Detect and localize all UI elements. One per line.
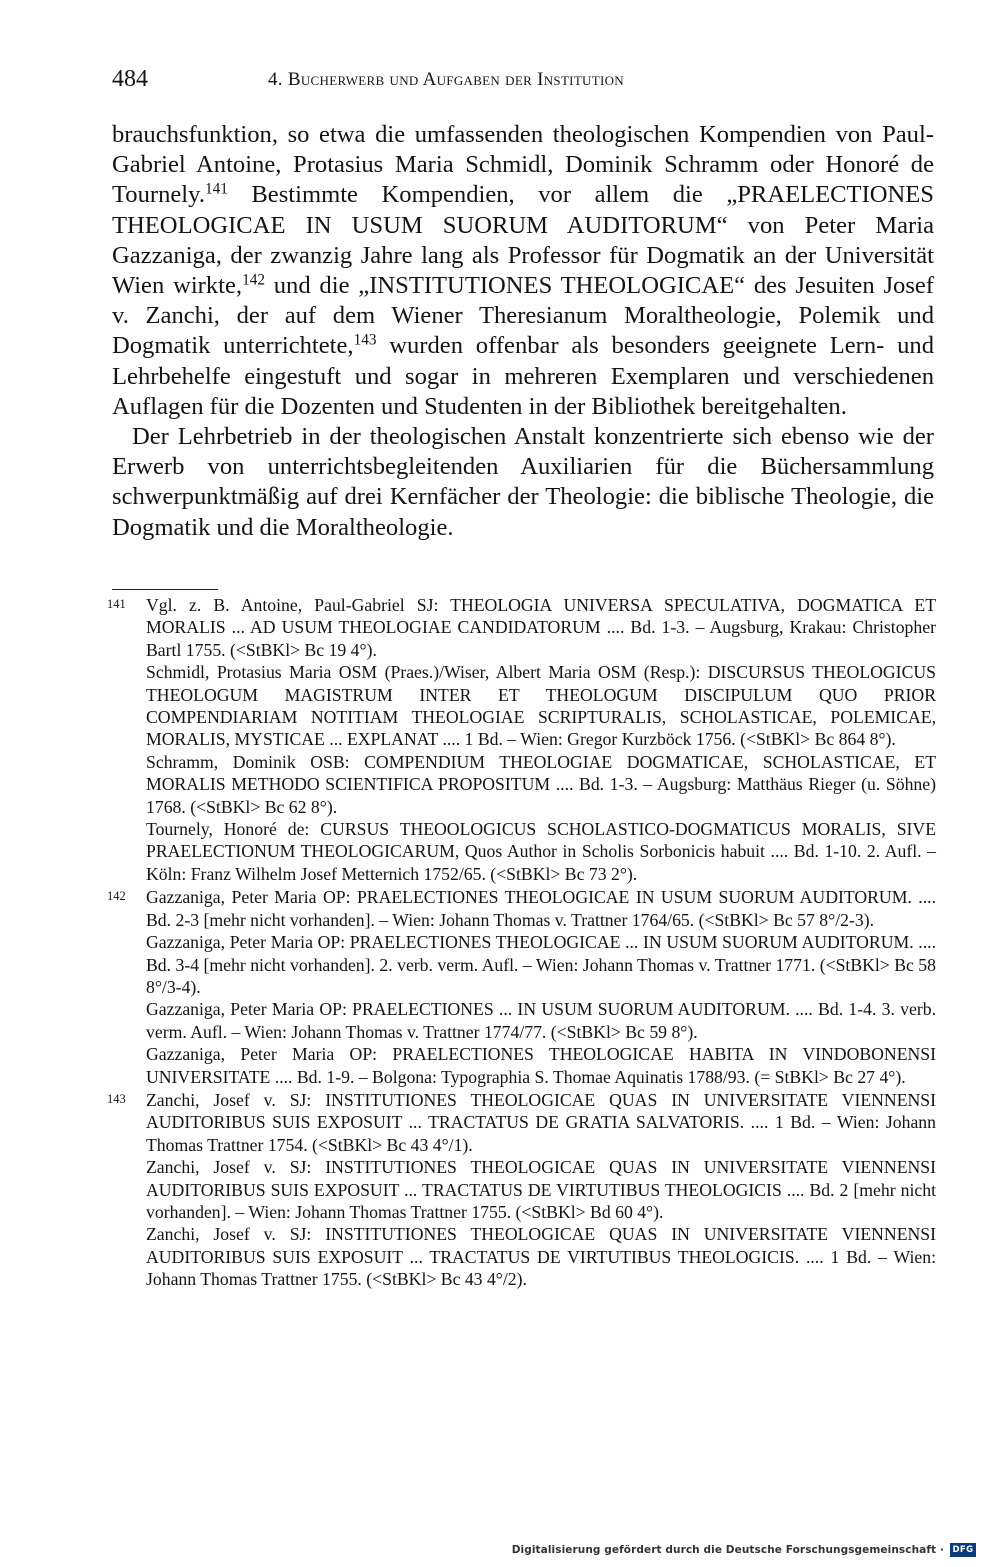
body-text <box>112 120 934 543</box>
credit-text: Digitalisierung gefördert durch die Deutsche Forschungsgemeinschaft · <box>511 1544 944 1556</box>
bibliographic-entry: Vgl. z. B. Antoine, Paul-Gabriel SJ: THEOLOGIA UNIVERSA SPECULATIVA, DOGMATICA ET MORALIS ... AD USUM THEOLOGIAE CANDIDATORUM .... Bd. 1-3. – Augsburg, Krakau: Christopher Bartl 1755. (<StBKl> Bc 19 4°). <box>146 595 936 660</box>
footnotes <box>106 594 936 1292</box>
text-run: brauchsfunktion, so etwa die umfassenden theologischen Kompendien von Paul-Gabriel Antoine, Protasius Maria Schmidl, Dominik Schramm oder Honoré de Tournely. <box>112 121 934 209</box>
bibliographic-entry: Gazzaniga, Peter Maria OP: PRAELECTIONES THEOLOGICAE HABITA IN VINDOBONENSI UNIVERSITATE .... Bd. 1-9. – Bolgona: Typographia S. Thomae Aquinatis 1788/93. (= StBKl> Bc 27 4°). <box>146 1044 936 1087</box>
bibliographic-entry: Zanchi, Josef v. SJ: INSTITUTIONES THEOLOGICAE QUAS IN UNIVERSITATE VIENNENSI AUDITORIBUS SUIS EXPOSUIT ... TRACTATUS DE VIRTUTIBUS THEOLOGICIS. .... 1 Bd. – Wien: Johann Thomas Trattner 1755. (<StBKl> Bc 43 4°/2). <box>146 1224 936 1290</box>
paragraph <box>112 120 934 422</box>
footnote-reference: 143 <box>353 332 377 350</box>
page-header <box>112 64 932 94</box>
text-run: Bestimmte Kompendien, vor allem die „PRAELECTIONES THEOLOGICAE IN USUM SUORUM AUDITORUM“ von Peter Maria Gazzaniga, der zwanzig Jahre lang als Professor für Dogmatik an der Universität Wien wirkte, <box>112 181 934 300</box>
footnote-number: 143 <box>107 1091 126 1106</box>
footnote-body <box>146 1089 936 1291</box>
footnote-body <box>146 886 936 1088</box>
bibliographic-entry: Gazzaniga, Peter Maria OP: PRAELECTIONES THEOLOGICAE ... IN USUM SUORUM AUDITORUM. .... Bd. 3-4 [mehr nicht vorhanden]. 2. verb. verm. Aufl. – Wien: Johann Thomas v. Trattner 1771. (<StBKl> Bc 58 8°/3-4). <box>146 932 936 997</box>
footnote-143 <box>106 1089 936 1291</box>
footnote-number: 142 <box>107 889 126 904</box>
bibliographic-entry: Gazzaniga, Peter Maria OP: PRAELECTIONES ... IN USUM SUORUM AUDITORUM. .... Bd. 1-4. 3. verb. verm. Aufl. – Wien: Johann Thomas v. Trattner 1774/77. (<StBKl> Bc 59 8°). <box>146 999 936 1042</box>
bibliographic-entry: Gazzaniga, Peter Maria OP: PRAELECTIONES THEOLOGICAE IN USUM SUORUM AUDITORUM. .... Bd. 2-3 [mehr nicht vorhanden]. – Wien: Johann Thomas v. Trattner 1764/65. (<StBKl> Bc 57 8°/2-3). <box>146 887 936 930</box>
footnote-reference: 142 <box>242 271 265 289</box>
text-run: wurden offenbar als besonders geeignete Lern- und Lehrbehelfe eingestuft und sogar in mehreren Exemplaren und verschiedenen Auflagen für die Dozenten und Studenten in der Bibliothek bereitgehalten. <box>112 332 934 420</box>
bibliographic-entry: Zanchi, Josef v. SJ: INSTITUTIONES THEOLOGICAE QUAS IN UNIVERSITATE VIENNENSI AUDITORIBUS SUIS EXPOSUIT ... TRACTATUS DE GRATIA SALVATORIS. .... 1 Bd. – Wien: Johann Thomas Trattner 1754. (<StBKl> Bc 43 4°/1). <box>146 1089 936 1155</box>
digitization-credit <box>512 1541 976 1559</box>
footnote-142 <box>106 886 936 1088</box>
bibliographic-entry: Zanchi, Josef v. SJ: INSTITUTIONES THEOLOGICAE QUAS IN UNIVERSITATE VIENNENSI AUDITORIBUS SUIS EXPOSUIT ... TRACTATUS DE VIRTUTIBUS THEOLOGICIS .... Bd. 2 [mehr nicht vorhanden]. – Wien: Johann Thomas Trattner 1755. (<StBKl> Bd 60 4°). <box>146 1157 936 1222</box>
bibliographic-entry: Schramm, Dominik OSB: COMPENDIUM THEOLOGIAE DOGMATICAE, SCHOLASTICAE, ET MORALIS METHODO SCIENTIFICA PROPOSITUM .... Bd. 1-3. – Augsburg: Matthäus Rieger (u. Söhne) 1768. (<StBKl> Bc 62 8°). <box>146 751 936 817</box>
text-run: und die „INSTITUTIONES THEOLOGICAE“ des Jesuiten Josef v. Zanchi, der auf dem Wiener Theresianum Moraltheologie, Polemik und Dogmatik unterrichtete, <box>112 272 934 360</box>
footnote-separator <box>112 589 218 590</box>
footnote-number: 141 <box>107 597 126 611</box>
running-head: 4. Bucherwerb und Aufgaben der Institution <box>268 69 624 90</box>
paragraph: Der Lehrbetrieb in der theologischen Anstalt konzentrierte sich ebenso wie der Erwerb von unterrichtsbegleitenden Auxiliarien für die Büchersammlung schwerpunktmäßig auf drei Kernfächer der Theologie: die biblische Theologie, die Dogmatik und die Moraltheologie. <box>112 423 934 541</box>
page-number: 484 <box>112 66 148 92</box>
footnote-141 <box>106 594 936 885</box>
bibliographic-entry: Tournely, Honoré de: CURSUS THEOOLOGICUS SCHOLASTICO-DOGMATICUS MORALIS, SIVE PRAELECTIONUM THEOLOGICARUM, Quos Author in Scholis Sorbonicis habuit .... Bd. 1-10. 2. Aufl. – Köln: Franz Wilhelm Josef Metternich 1752/65. (<StBKl> Bc 73 2°). <box>146 819 936 884</box>
dfg-logo: DFG <box>950 1543 976 1557</box>
footnote-reference: 141 <box>204 181 228 199</box>
bibliographic-entry: Schmidl, Protasius Maria OSM (Praes.)/Wiser, Albert Maria OSM (Resp.): DISCURSUS THEOLOGICUS THEOLOGUM MAGISTRUM INTER ET THEOLOGUM DISCIPULUM QUO PRIOR COMPENDIARIAM NOTITIAM THEOLOGIAE SCRIPTURALIS, SCHOLASTICAE, POLEMICAE, MORALIS, MYSTICAE ... EXPLANAT .... 1 Bd. – Wien: Gregor Kurzböck 1756. (<StBKl> Bc 864 8°). <box>146 662 936 750</box>
footnote-body <box>146 594 936 885</box>
